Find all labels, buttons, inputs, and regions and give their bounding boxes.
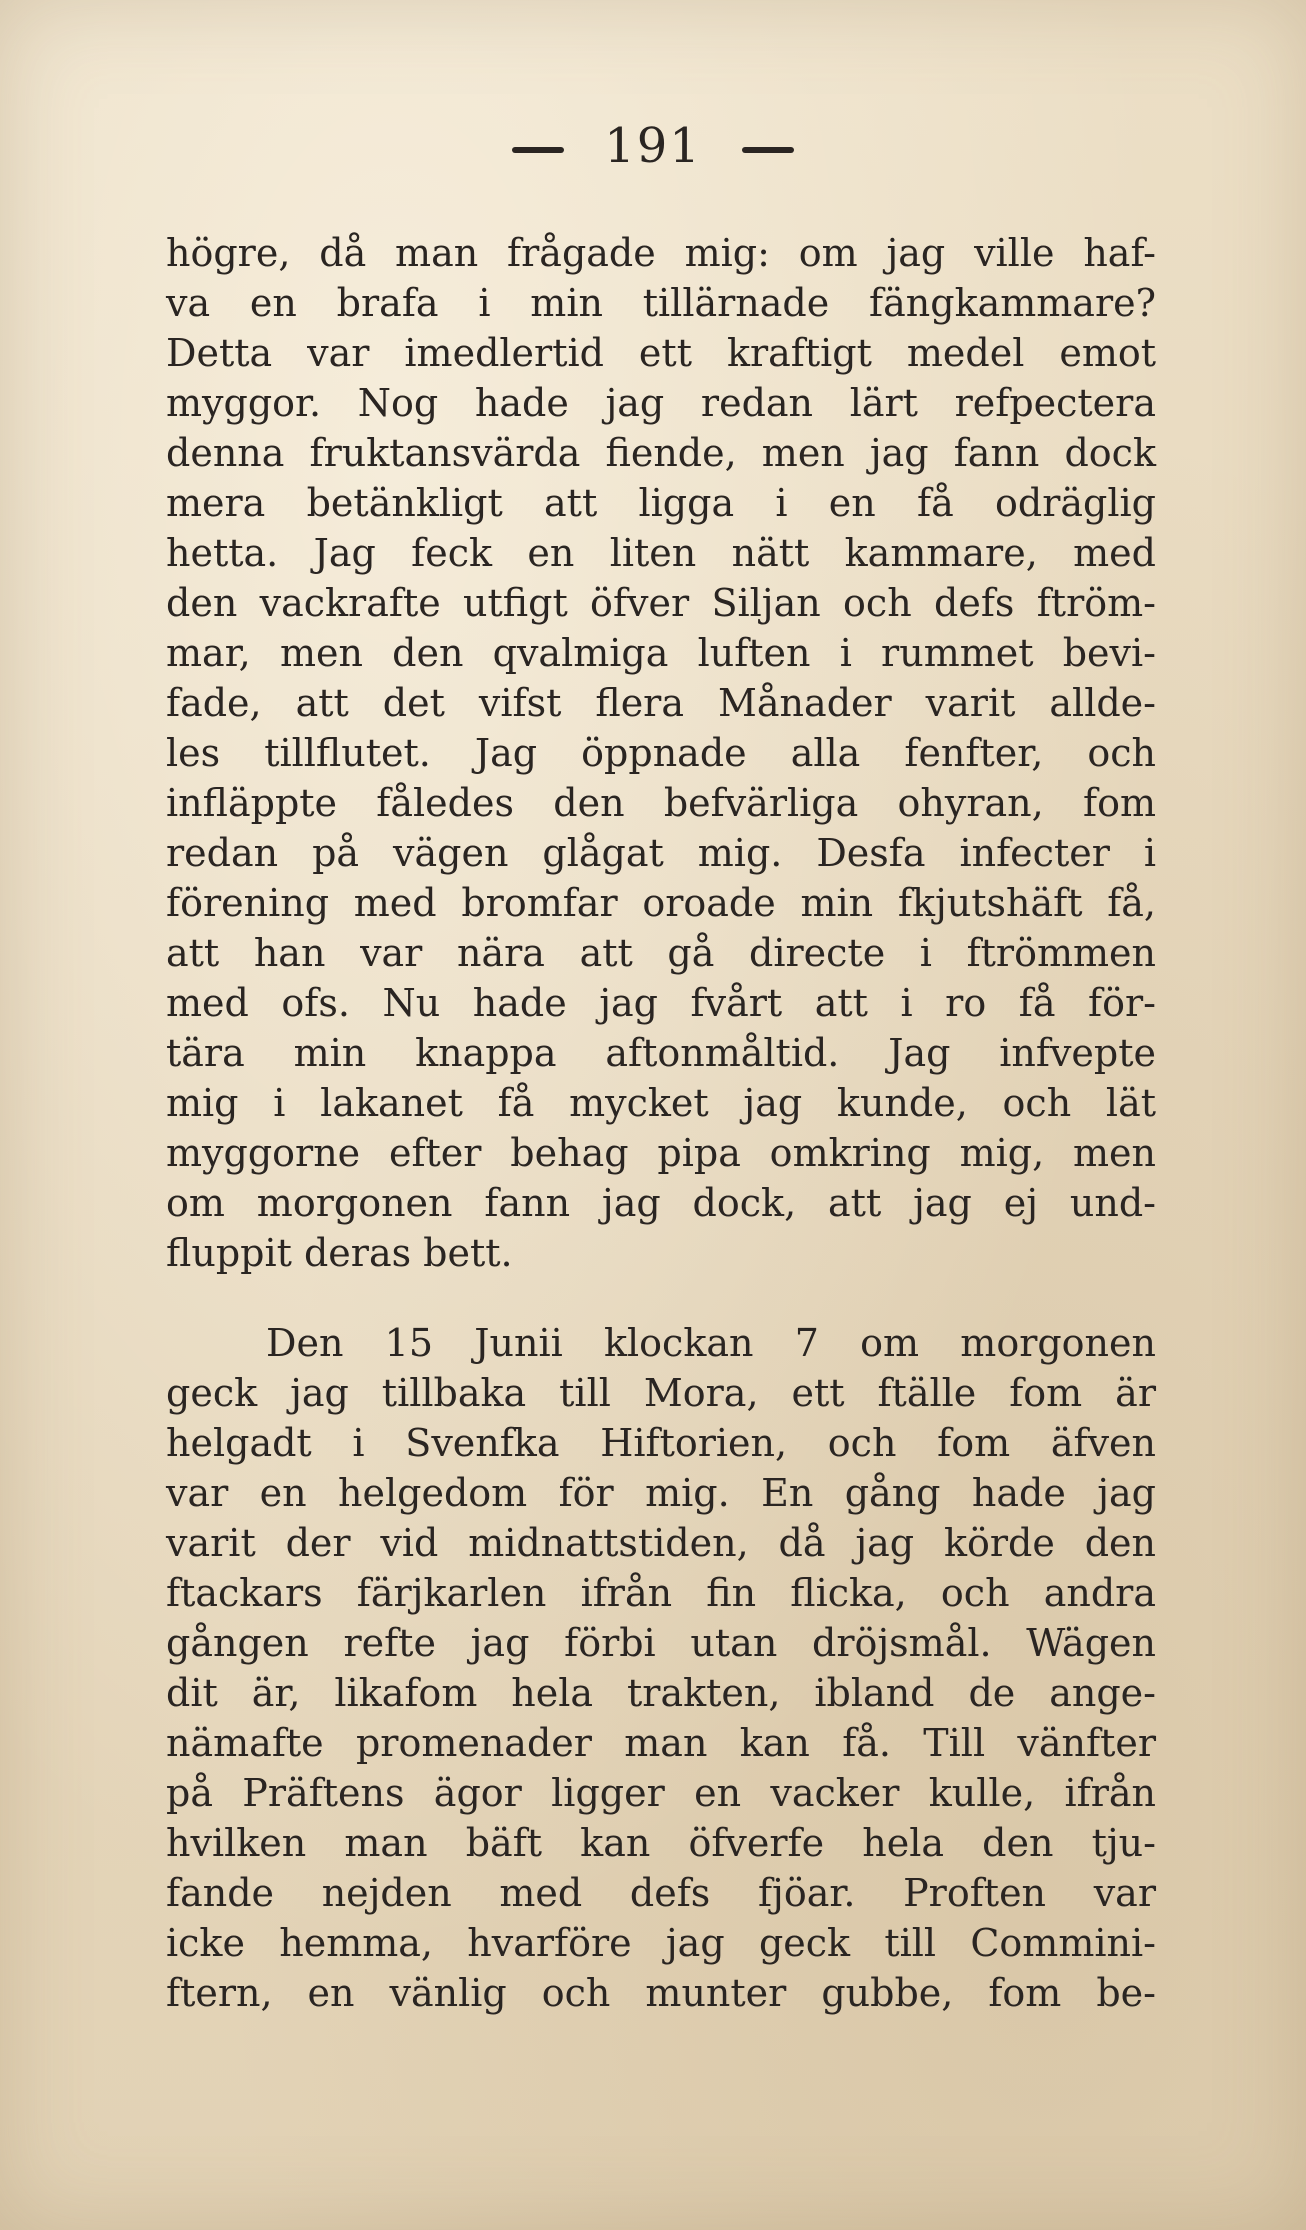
text-line: gången refte jag förbi utan dröjsmål. Wägen <box>166 1621 1156 1665</box>
text-line: fluppit deras bett. <box>166 1231 513 1275</box>
text-line: ftern, en vänlig och munter gubbe, fom be- <box>166 1971 1156 2015</box>
paragraph-2 <box>166 1318 1156 2018</box>
text-line: fande nejden med defs fjöar. Proften var <box>166 1871 1156 1915</box>
text-line: varit der vid midnattstiden, då jag körde den <box>166 1521 1156 1565</box>
text-line: myggor. Nog hade jag redan lärt refpectera <box>166 381 1156 425</box>
text-line: dit är, likafom hela trakten, ibland de ange- <box>166 1671 1156 1715</box>
text-line: redan på vägen glågat mig. Desfa infecter i <box>166 831 1156 875</box>
text-line: les tillflutet. Jag öppnade alla fenfter, och <box>166 731 1156 775</box>
text-line: va en brafa i min tillärnade fängkammare? <box>166 281 1156 325</box>
paragraph-1 <box>166 228 1156 1278</box>
text-line: hvilken man bäft kan öfverfe hela den tju- <box>166 1821 1156 1865</box>
text-line: geck jag tillbaka till Mora, ett ftälle fom är <box>166 1371 1156 1415</box>
text-line: nämafte promenader man kan få. Till vänfter <box>166 1721 1156 1765</box>
text-line: mera betänkligt att ligga i en få odräglig <box>166 481 1156 525</box>
header-dash-left <box>512 147 564 153</box>
header-dash-right <box>742 147 794 153</box>
text-line: myggorne efter behag pipa omkring mig, men <box>166 1131 1156 1175</box>
page-number: 191 <box>604 118 702 174</box>
text-line: mar, men den qvalmiga luften i rummet bevi- <box>166 631 1156 675</box>
text-line: mig i lakanet få mycket jag kunde, och lät <box>166 1081 1156 1125</box>
text-line: förening med bromfar oroade min fkjutshäft få, <box>166 881 1156 925</box>
page-header <box>0 118 1306 174</box>
text-line: icke hemma, hvarföre jag geck till Commini- <box>166 1921 1156 1965</box>
text-line: infläppte fåledes den befvärliga ohyran, fom <box>166 781 1156 825</box>
text-line: ftackars färjkarlen ifrån fin flicka, och andra <box>166 1571 1156 1615</box>
text-line: högre, då man frågade mig: om jag ville haf- <box>166 231 1156 275</box>
text-line: tära min knappa aftonmåltid. Jag infvepte <box>166 1031 1156 1075</box>
text-line: att han var nära att gå directe i ftrömmen <box>166 931 1156 975</box>
text-line: Den 15 Junii klockan 7 om morgonen <box>266 1321 1156 1365</box>
text-line: fade, att det vifst flera Månader varit allde- <box>166 681 1156 725</box>
text-line: helgadt i Svenfka Hiftorien, och fom äfven <box>166 1421 1156 1465</box>
text-line: om morgonen fann jag dock, att jag ej und- <box>166 1181 1156 1225</box>
text-line: med ofs. Nu hade jag fvårt att i ro få för- <box>166 981 1156 1025</box>
text-line: den vackrafte utfigt öfver Siljan och defs ftröm- <box>166 581 1156 625</box>
text-line: på Präftens ägor ligger en vacker kulle, ifrån <box>166 1771 1156 1815</box>
text-line: var en helgedom för mig. En gång hade jag <box>166 1471 1156 1515</box>
text-line: hetta. Jag feck en liten nätt kammare, med <box>166 531 1156 575</box>
text-line: denna fruktansvärda fiende, men jag fann dock <box>166 431 1156 475</box>
text-line: Detta var imedlertid ett kraftigt medel emot <box>166 331 1156 375</box>
